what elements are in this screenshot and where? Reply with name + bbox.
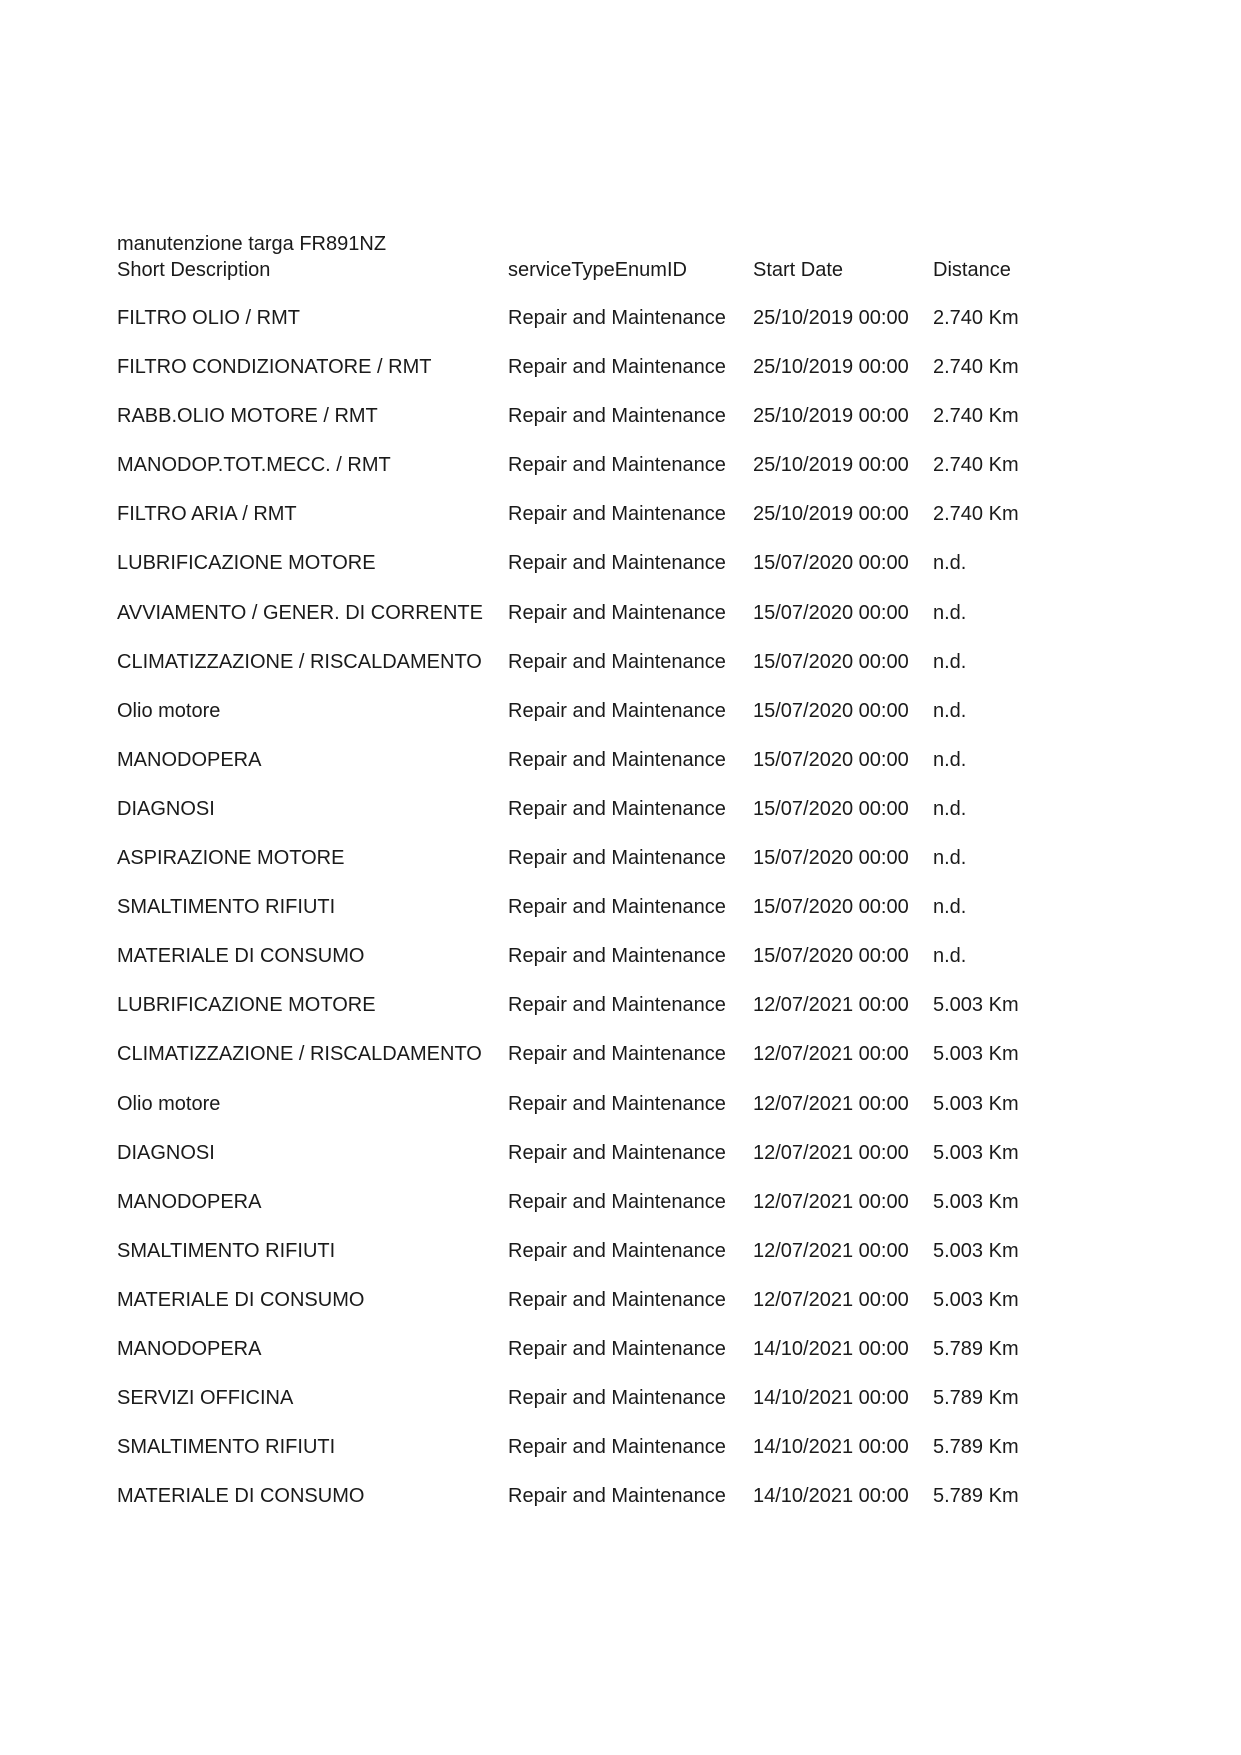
cell-service-type: Repair and Maintenance xyxy=(508,994,726,1017)
cell-start-date: 12/07/2021 00:00 xyxy=(753,1141,909,1164)
cell-distance: 5.003 Km xyxy=(933,1190,1019,1213)
cell-distance: 5.789 Km xyxy=(933,1436,1019,1459)
table-row xyxy=(0,1092,1241,1141)
cell-start-date: 15/07/2020 00:00 xyxy=(753,945,909,968)
cell-distance: 2.740 Km xyxy=(933,405,1019,428)
cell-start-date: 14/10/2021 00:00 xyxy=(753,1337,909,1360)
cell-service-type: Repair and Maintenance xyxy=(508,896,726,919)
cell-distance: n.d. xyxy=(933,896,967,919)
table-row xyxy=(0,944,1241,993)
cell-distance: n.d. xyxy=(933,797,967,820)
cell-service-type: Repair and Maintenance xyxy=(508,650,726,673)
document-title: manutenzione targa FR891NZ xyxy=(117,233,387,255)
header-short-description: Short Description xyxy=(117,259,271,281)
table-body xyxy=(0,306,1241,1533)
cell-distance: n.d. xyxy=(933,699,967,722)
cell-short-description: MANODOPERA xyxy=(117,748,262,771)
table-row xyxy=(0,306,1241,355)
cell-distance: n.d. xyxy=(933,552,967,575)
cell-short-description: CLIMATIZZAZIONE / RISCALDAMENTO xyxy=(117,1043,482,1066)
cell-short-description: AVVIAMENTO / GENER. DI CORRENTE xyxy=(117,601,483,624)
header-distance: Distance xyxy=(933,259,1011,281)
cell-distance: 5.003 Km xyxy=(933,1043,1019,1066)
table-row xyxy=(0,650,1241,699)
cell-short-description: ASPIRAZIONE MOTORE xyxy=(117,847,345,870)
cell-distance: n.d. xyxy=(933,945,967,968)
cell-short-description: LUBRIFICAZIONE MOTORE xyxy=(117,994,376,1017)
cell-short-description: RABB.OLIO MOTORE / RMT xyxy=(117,405,378,428)
cell-start-date: 15/07/2020 00:00 xyxy=(753,552,909,575)
cell-start-date: 12/07/2021 00:00 xyxy=(753,994,909,1017)
cell-short-description: MATERIALE DI CONSUMO xyxy=(117,1485,365,1508)
cell-start-date: 25/10/2019 00:00 xyxy=(753,405,909,428)
cell-service-type: Repair and Maintenance xyxy=(508,405,726,428)
table-row xyxy=(0,846,1241,895)
cell-service-type: Repair and Maintenance xyxy=(508,1387,726,1410)
cell-distance: n.d. xyxy=(933,650,967,673)
cell-distance: 5.003 Km xyxy=(933,1239,1019,1262)
cell-start-date: 12/07/2021 00:00 xyxy=(753,1043,909,1066)
cell-service-type: Repair and Maintenance xyxy=(508,1239,726,1262)
cell-short-description: FILTRO ARIA / RMT xyxy=(117,503,297,526)
cell-distance: 5.789 Km xyxy=(933,1337,1019,1360)
cell-service-type: Repair and Maintenance xyxy=(508,1485,726,1508)
table-row xyxy=(0,797,1241,846)
cell-start-date: 12/07/2021 00:00 xyxy=(753,1092,909,1115)
cell-distance: 5.003 Km xyxy=(933,1141,1019,1164)
cell-short-description: MATERIALE DI CONSUMO xyxy=(117,945,365,968)
cell-start-date: 12/07/2021 00:00 xyxy=(753,1190,909,1213)
cell-short-description: SMALTIMENTO RIFIUTI xyxy=(117,1239,336,1262)
cell-short-description: SMALTIMENTO RIFIUTI xyxy=(117,1436,336,1459)
cell-distance: 5.789 Km xyxy=(933,1485,1019,1508)
cell-distance: 2.740 Km xyxy=(933,307,1019,329)
cell-service-type: Repair and Maintenance xyxy=(508,454,726,477)
table-row xyxy=(0,355,1241,404)
cell-start-date: 15/07/2020 00:00 xyxy=(753,797,909,820)
cell-service-type: Repair and Maintenance xyxy=(508,945,726,968)
cell-service-type: Repair and Maintenance xyxy=(508,1288,726,1311)
cell-start-date: 25/10/2019 00:00 xyxy=(753,356,909,379)
cell-distance: 5.003 Km xyxy=(933,1092,1019,1115)
table-row xyxy=(0,1337,1241,1386)
table-row xyxy=(0,1288,1241,1337)
header-service-type: serviceTypeEnumID xyxy=(508,259,687,281)
cell-service-type: Repair and Maintenance xyxy=(508,1337,726,1360)
cell-service-type: Repair and Maintenance xyxy=(508,503,726,526)
cell-short-description: DIAGNOSI xyxy=(117,1141,215,1164)
table-row xyxy=(0,502,1241,551)
table-row xyxy=(0,1484,1241,1533)
table-row xyxy=(0,404,1241,453)
cell-short-description: MATERIALE DI CONSUMO xyxy=(117,1288,365,1311)
cell-start-date: 14/10/2021 00:00 xyxy=(753,1436,909,1459)
cell-service-type: Repair and Maintenance xyxy=(508,552,726,575)
table-row xyxy=(0,748,1241,797)
cell-short-description: DIAGNOSI xyxy=(117,797,215,820)
cell-short-description: SERVIZI OFFICINA xyxy=(117,1387,294,1410)
cell-short-description: LUBRIFICAZIONE MOTORE xyxy=(117,552,376,575)
cell-short-description: Olio motore xyxy=(117,1092,221,1115)
cell-distance: n.d. xyxy=(933,601,967,624)
cell-start-date: 12/07/2021 00:00 xyxy=(753,1288,909,1311)
table-row xyxy=(0,453,1241,502)
table-row xyxy=(0,1042,1241,1091)
cell-short-description: Olio motore xyxy=(117,699,221,722)
cell-service-type: Repair and Maintenance xyxy=(508,307,726,329)
cell-start-date: 15/07/2020 00:00 xyxy=(753,847,909,870)
cell-distance: 5.789 Km xyxy=(933,1387,1019,1410)
cell-service-type: Repair and Maintenance xyxy=(508,356,726,379)
cell-start-date: 12/07/2021 00:00 xyxy=(753,1239,909,1262)
cell-service-type: Repair and Maintenance xyxy=(508,601,726,624)
table-row xyxy=(0,993,1241,1042)
cell-start-date: 15/07/2020 00:00 xyxy=(753,601,909,624)
cell-short-description: FILTRO OLIO / RMT xyxy=(117,307,300,329)
cell-start-date: 25/10/2019 00:00 xyxy=(753,503,909,526)
table-row xyxy=(0,601,1241,650)
cell-service-type: Repair and Maintenance xyxy=(508,1141,726,1164)
cell-start-date: 25/10/2019 00:00 xyxy=(753,454,909,477)
cell-short-description: MANODOPERA xyxy=(117,1190,262,1213)
table-row xyxy=(0,1239,1241,1288)
table-row xyxy=(0,1435,1241,1484)
cell-service-type: Repair and Maintenance xyxy=(508,1043,726,1066)
cell-service-type: Repair and Maintenance xyxy=(508,699,726,722)
cell-short-description: FILTRO CONDIZIONATORE / RMT xyxy=(117,356,432,379)
cell-start-date: 14/10/2021 00:00 xyxy=(753,1485,909,1508)
cell-service-type: Repair and Maintenance xyxy=(508,748,726,771)
cell-distance: n.d. xyxy=(933,748,967,771)
cell-service-type: Repair and Maintenance xyxy=(508,847,726,870)
table-row xyxy=(0,551,1241,600)
cell-start-date: 15/07/2020 00:00 xyxy=(753,650,909,673)
cell-start-date: 15/07/2020 00:00 xyxy=(753,748,909,771)
cell-distance: 2.740 Km xyxy=(933,356,1019,379)
table-row xyxy=(0,1386,1241,1435)
cell-distance: 2.740 Km xyxy=(933,503,1019,526)
cell-start-date: 15/07/2020 00:00 xyxy=(753,699,909,722)
table-header-row xyxy=(0,258,1241,282)
cell-short-description: MANODOPERA xyxy=(117,1337,262,1360)
cell-start-date: 15/07/2020 00:00 xyxy=(753,896,909,919)
cell-short-description: CLIMATIZZAZIONE / RISCALDAMENTO xyxy=(117,650,482,673)
cell-service-type: Repair and Maintenance xyxy=(508,1436,726,1459)
cell-short-description: MANODOP.TOT.MECC. / RMT xyxy=(117,454,391,477)
cell-service-type: Repair and Maintenance xyxy=(508,797,726,820)
cell-distance: 5.003 Km xyxy=(933,994,1019,1017)
header-start-date: Start Date xyxy=(753,259,844,281)
cell-service-type: Repair and Maintenance xyxy=(508,1092,726,1115)
table-row xyxy=(0,1190,1241,1239)
cell-distance: 5.003 Km xyxy=(933,1288,1019,1311)
table-row xyxy=(0,1141,1241,1190)
table-row xyxy=(0,895,1241,944)
table-row xyxy=(0,699,1241,748)
cell-service-type: Repair and Maintenance xyxy=(508,1190,726,1213)
cell-distance: 2.740 Km xyxy=(933,454,1019,477)
cell-distance: n.d. xyxy=(933,847,967,870)
cell-start-date: 14/10/2021 00:00 xyxy=(753,1387,909,1410)
cell-start-date: 25/10/2019 00:00 xyxy=(753,307,909,329)
cell-short-description: SMALTIMENTO RIFIUTI xyxy=(117,896,336,919)
